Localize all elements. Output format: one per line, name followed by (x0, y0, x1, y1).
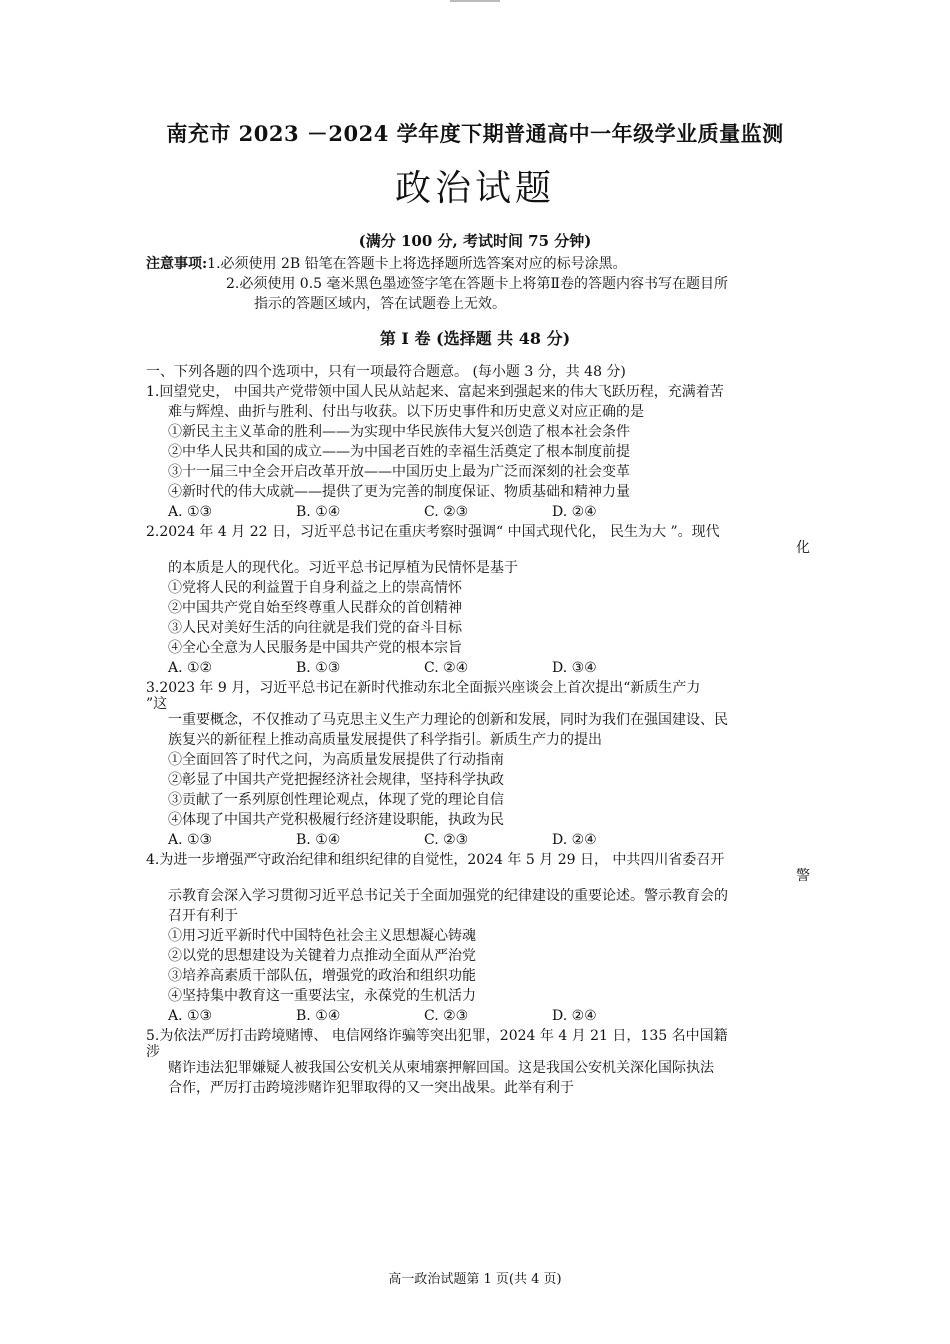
page-title: 政治试题 (394, 168, 555, 209)
questions-block (146, 362, 810, 1098)
question-stem-cont: 合作，严厉打击跨境涉赌诈犯罪取得的又一突出战果。此举有利于 (168, 1080, 574, 1096)
question-item: ①新民主主义革命的胜利——为实现中华民族伟大复兴创造了根本社会条件 (168, 424, 630, 440)
question-stem-tail: 化 (796, 540, 810, 556)
question-item: ④体现了中国共产党积极履行经济建设职能，执政为民 (168, 812, 504, 828)
exam-subtitle: (满分 100 分, 考试时间 75 分钟) (358, 232, 592, 250)
option-c: C. ②④ (424, 660, 469, 676)
note-row-1 (146, 254, 826, 274)
question-stem-cont: 示教育会深入学习贯彻习近平总书记关于全面加强党的纪律建设的重要论述。警示教育会的 (168, 888, 728, 904)
question-stem: 5.为依法严厉打击跨境赌博、 电信网络诈骗等突出犯罪，2024 年 4 月 21 日，135 名中国籍 (146, 1028, 728, 1044)
option-b: B. ①④ (296, 504, 341, 520)
option-d: D. ②④ (552, 1008, 597, 1024)
question-stem-tail: 涉 (146, 1044, 160, 1060)
question-stem-cont: 的本质是人的现代化。习近平总书记厚植为民情怀是基于 (168, 560, 518, 576)
question-item: ①用习近平新时代中国特色社会主义思想凝心铸魂 (168, 928, 476, 944)
question-item: ④全心全意为人民服务是中国共产党的根本宗旨 (168, 640, 462, 656)
section-instruction: 一、下列各题的四个选项中，只有一项最符合题意。 (每小题 3 分，共 48 分) (146, 364, 626, 380)
question-options (146, 658, 810, 678)
option-c: C. ②③ (424, 832, 469, 848)
exam-header-line: 南充市 2023 －2024 学年度下期普通高中一年级学业质量监测 (166, 121, 784, 146)
question-stem: 2.2024 年 4 月 22 日，习近平总书记在重庆考察时强调“ 中国式现代化， 民生为大 ”。现代 (146, 524, 720, 540)
question-item: ②中国共产党自始至终尊重人民群众的首创精神 (168, 600, 462, 616)
question-stem-cont: 难与辉煌、曲折与胜利、付出与收获。以下历史事件和历史意义对应正确的是 (168, 404, 644, 420)
question-item: ①党将人民的利益置于自身利益之上的崇高情怀 (168, 580, 462, 596)
question-item: ②彰显了中国共产党把握经济社会规律，坚持科学执政 (168, 772, 504, 788)
option-d: D. ②④ (552, 504, 597, 520)
question-options (146, 830, 810, 850)
question-stem-cont: 赌诈违法犯罪嫌疑人被我国公安机关从柬埔寨押解回国。这是我国公安机关深化国际执法 (168, 1060, 714, 1076)
option-a: A. ①② (168, 660, 213, 676)
question-stem-cont: 一重要概念，不仅推动了马克思主义生产力理论的创新和发展，同时为我们在强国建设、民 (168, 712, 728, 728)
note-item-2-cont: 指示的答题区域内，答在试题卷上无效。 (254, 296, 506, 312)
question-item: ③人民对美好生活的向往就是我们党的奋斗目标 (168, 620, 462, 636)
question-stem-cont: 族复兴的新征程上推动高质量发展提供了科学指引。新质生产力的提出 (168, 732, 602, 748)
note-item-1: 1.必须使用 2B 铅笔在答题卡上将选择题所选答案对应的标号涂黑。 (207, 256, 627, 272)
option-d: D. ②④ (552, 832, 597, 848)
option-b: B. ①④ (296, 1008, 341, 1024)
option-c: C. ②③ (424, 1008, 469, 1024)
question-stem: 3.2023 年 9 月，习近平总书记在新时代推动东北全面振兴座谈会上首次提出“新质生产力 (146, 680, 701, 696)
notes-label: 注意事项: (146, 256, 208, 272)
question-stem: 4.为进一步增强严守政治纪律和组织纪律的自觉性，2024 年 5 月 29 日， 中共四川省委召开 (146, 852, 725, 868)
option-a: A. ①③ (168, 1008, 213, 1024)
option-a: A. ①③ (168, 832, 213, 848)
option-a: A. ①③ (168, 504, 213, 520)
question-stem-cont: 召开有利于 (168, 908, 238, 924)
question-2 (146, 522, 810, 678)
option-b: B. ①③ (296, 660, 341, 676)
question-item: ②中华人民共和国的成立——为中国老百姓的幸福生活奠定了根本制度前提 (168, 444, 630, 460)
question-item: ④新时代的伟大成就——提供了更为完善的制度保证、物质基础和精神力量 (168, 484, 630, 500)
question-3 (146, 678, 810, 850)
question-item: ③贡献了一系列原创性理论观点，体现了党的理论自信 (168, 792, 504, 808)
question-5 (146, 1026, 810, 1098)
question-item: ④坚持集中教育这一重要法宝，永葆党的生机活力 (168, 988, 476, 1004)
question-4 (146, 850, 810, 1026)
option-c: C. ②③ (424, 504, 469, 520)
page-footer: 高一政治试题第 1 页(共 4 页) (388, 1272, 562, 1287)
question-item: ③十一届三中全会开启改革开放——中国历史上最为广泛而深刻的社会变革 (168, 464, 630, 480)
section-title: 第 I 卷 (选择题 共 48 分) (379, 329, 571, 348)
question-item: ③培养高素质干部队伍，增强党的政治和组织功能 (168, 968, 476, 984)
question-item: ①全面回答了时代之问，为高质量发展提供了行动指南 (168, 752, 504, 768)
note-item-2: 2.必须使用 0.5 毫米黑色墨迹签字笔在答题卡上将第Ⅱ卷的答题内容书写在题目所 (226, 276, 729, 292)
question-item: ②以党的思想建设为关键着力点推动全面从严治党 (168, 948, 476, 964)
top-mark (450, 0, 500, 2)
question-1 (146, 382, 810, 522)
option-b: B. ①④ (296, 832, 341, 848)
question-stem: 1.回望党史， 中国共产党带领中国人民从站起来、富起来到强起来的伟大飞跃历程，充满着苦 (146, 384, 724, 400)
question-options (146, 1006, 810, 1026)
question-stem-tail: 警 (796, 868, 810, 884)
option-d: D. ③④ (552, 660, 597, 676)
question-stem-tail: ”这 (146, 696, 168, 712)
notes-block (146, 254, 826, 314)
question-options (146, 502, 810, 522)
